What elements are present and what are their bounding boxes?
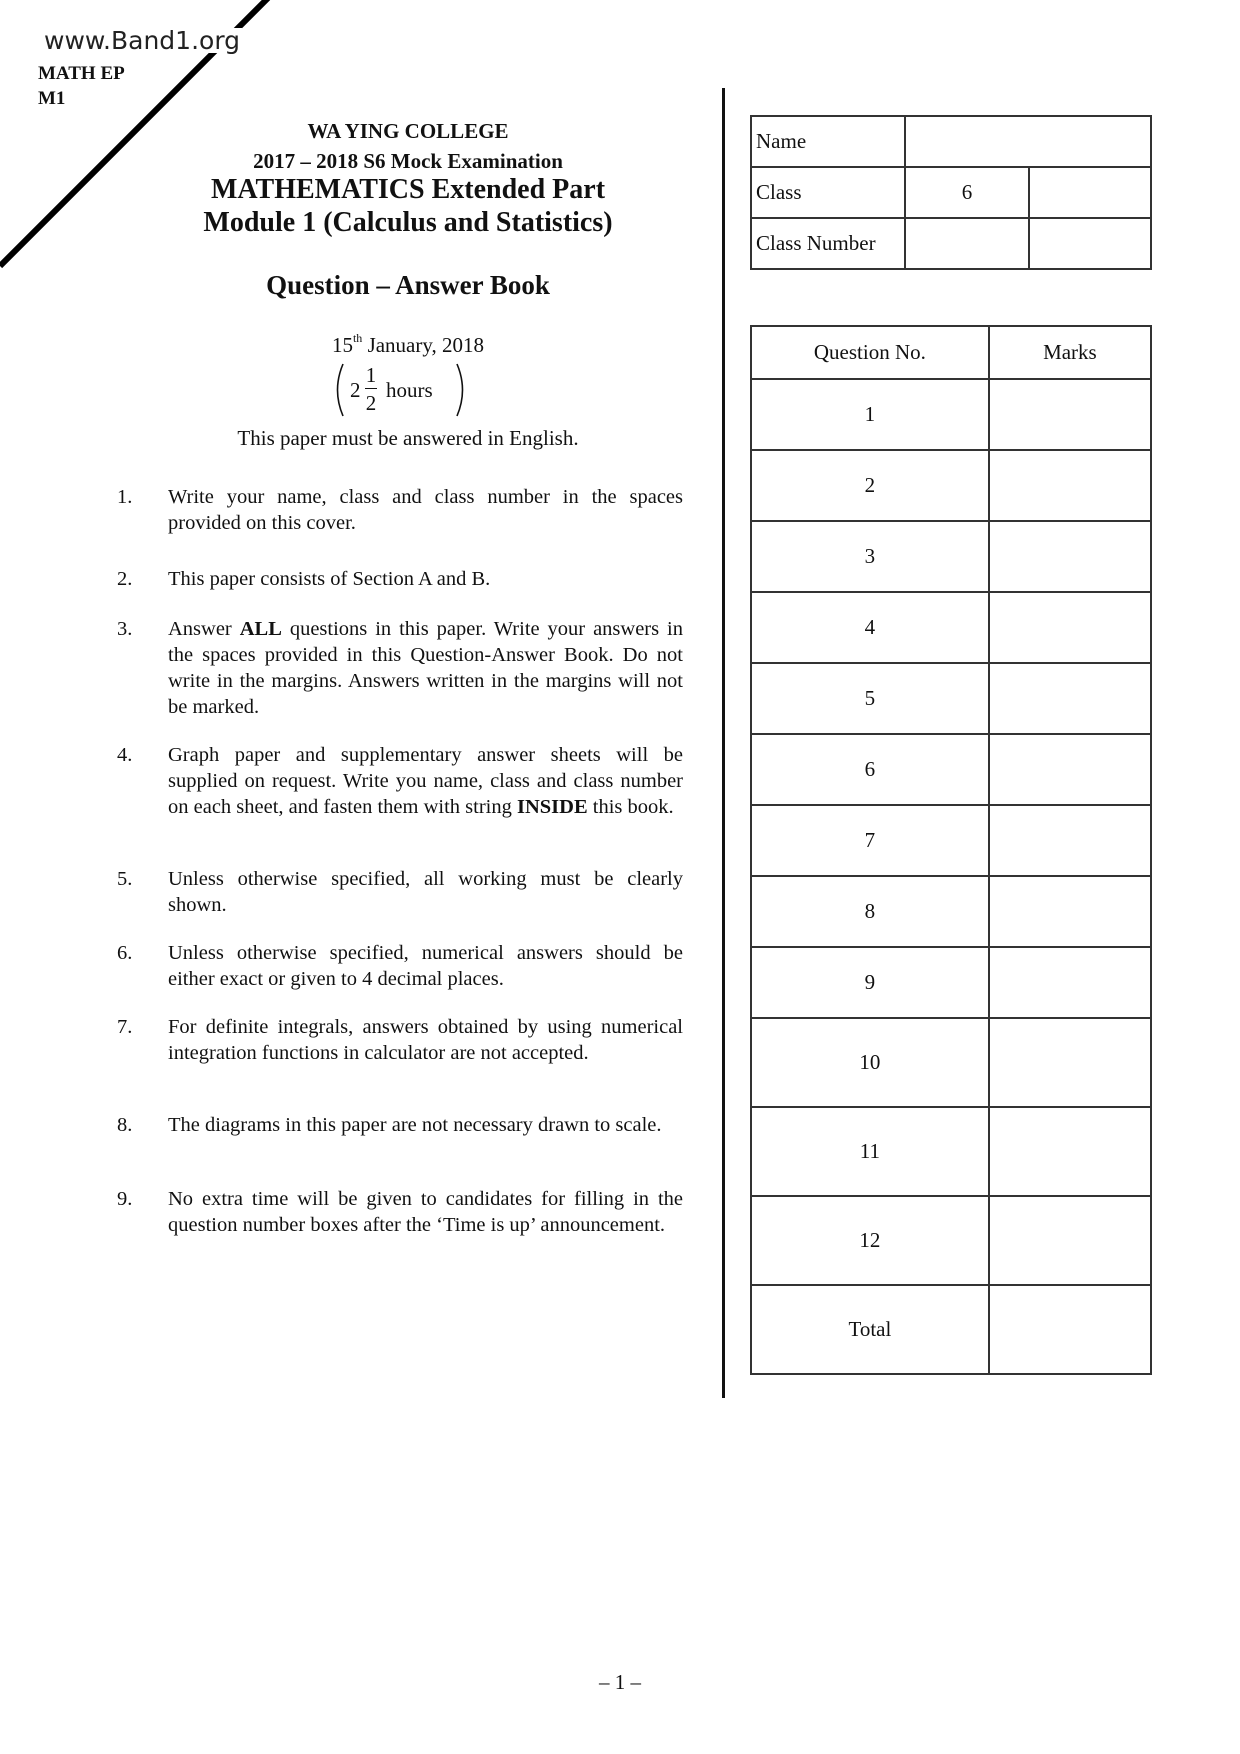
instruction-text — [168, 616, 683, 720]
question-row — [751, 805, 1151, 876]
instruction-number: 1. — [117, 486, 133, 508]
instruction-text — [168, 1014, 683, 1066]
instruction-text-run: this book. — [587, 796, 674, 818]
instruction-number: 3. — [117, 618, 133, 640]
instruction-number: 9. — [117, 1188, 133, 1210]
question-row — [751, 876, 1151, 947]
question-row — [751, 379, 1151, 450]
class-number-row — [751, 218, 1151, 269]
name-row — [751, 116, 1151, 167]
paper-code-line2: M1 — [38, 88, 66, 109]
instruction-text — [168, 566, 683, 592]
instruction-text-run: Graph paper and supplementary answer sheets will be supplied on request. Write you name, class and class number on each sheet, and fasten them with string — [168, 744, 683, 818]
instruction-number: 4. — [117, 744, 133, 766]
left-paren-icon — [330, 362, 346, 418]
marks-cell[interactable] — [989, 663, 1151, 734]
date-rest: January, 2018 — [362, 333, 485, 357]
duration-denominator: 2 — [365, 391, 377, 415]
instruction-text — [168, 1112, 683, 1138]
duration-whole: 2 — [350, 378, 361, 402]
instruction-item — [117, 1112, 683, 1138]
instruction-item — [117, 866, 683, 918]
question-no-header: Question No. — [751, 326, 989, 379]
instruction-text — [168, 866, 683, 918]
marks-table — [750, 325, 1152, 1375]
college-name: WA YING COLLEGE — [307, 119, 509, 143]
marks-cell[interactable] — [989, 379, 1151, 450]
question-row — [751, 663, 1151, 734]
marks-cell[interactable] — [989, 1285, 1151, 1374]
duration-unit: hours — [386, 378, 433, 402]
exam-date — [170, 333, 646, 358]
instruction-text-run: For definite integrals, answers obtained by using numerical integration functions in calculator are not accepted. — [168, 1016, 683, 1064]
marks-header: Marks — [989, 326, 1151, 379]
marks-cell[interactable] — [989, 592, 1151, 663]
instruction-text-run: This paper consists of Section A and B. — [168, 568, 491, 590]
question-row — [751, 450, 1151, 521]
watermark: www.Band1.org — [44, 26, 241, 55]
class-number-label: Class Number — [751, 218, 905, 269]
question-number: 11 — [751, 1107, 989, 1196]
marks-cell[interactable] — [989, 1018, 1151, 1107]
instruction-emphasis: INSIDE — [516, 796, 588, 818]
instruction-text-run: Write your name, class and class number in the spaces provided on this cover. — [168, 486, 683, 534]
instruction-text-run: questions in this paper. Write your answers in the spaces provided in this Question-Answer Book. Do not write in the margins. Answers written in the margins will not be marked. — [168, 618, 684, 718]
question-number: 4 — [751, 592, 989, 663]
instruction-item — [117, 566, 683, 592]
module-title: Module 1 (Calculus and Statistics) — [203, 207, 613, 238]
question-number: 10 — [751, 1018, 989, 1107]
question-number: 6 — [751, 734, 989, 805]
name-label: Name — [751, 116, 905, 167]
instruction-text — [168, 940, 683, 992]
book-title: Question – Answer Book — [266, 270, 550, 300]
question-number: 8 — [751, 876, 989, 947]
duration-numerator: 1 — [365, 363, 377, 387]
instruction-text — [168, 1186, 683, 1238]
marks-header-row — [751, 326, 1151, 379]
marks-cell[interactable] — [989, 876, 1151, 947]
instruction-text — [168, 742, 683, 820]
page-number: – 1 – — [599, 1670, 641, 1694]
instruction-number: 8. — [117, 1114, 133, 1136]
vertical-divider — [722, 88, 725, 1398]
student-info-table — [750, 115, 1152, 270]
instruction-text-run: Unless otherwise specified, all working must be clearly shown. — [168, 868, 683, 916]
instruction-text-run: Answer — [168, 618, 240, 640]
question-number: 7 — [751, 805, 989, 876]
paper-code-line1: MATH EP — [38, 63, 125, 84]
marks-cell[interactable] — [989, 1107, 1151, 1196]
question-row — [751, 734, 1151, 805]
question-row — [751, 1018, 1151, 1107]
instruction-text-run: The diagrams in this paper are not necessary drawn to scale. — [168, 1114, 662, 1136]
question-number: 1 — [751, 379, 989, 450]
duration-fraction — [364, 362, 378, 415]
class-label: Class — [751, 167, 905, 218]
name-field[interactable] — [905, 116, 1151, 167]
instruction-number: 7. — [117, 1016, 133, 1038]
marks-cell[interactable] — [989, 521, 1151, 592]
marks-cell[interactable] — [989, 734, 1151, 805]
instruction-emphasis: ALL — [239, 618, 282, 640]
class-number-field[interactable] — [905, 218, 1029, 269]
language-note: This paper must be answered in English. — [237, 426, 579, 450]
question-row — [751, 1107, 1151, 1196]
instruction-text-run: Unless otherwise specified, numerical answers should be either exact or given to 4 decimal places. — [168, 942, 683, 990]
marks-cell[interactable] — [989, 947, 1151, 1018]
instruction-number: 2. — [117, 568, 133, 590]
question-row — [751, 592, 1151, 663]
instruction-text-run: No extra time will be given to candidates for filling in the question number boxes after the ‘Time is up’ announcement. — [168, 1188, 683, 1236]
instruction-item — [117, 1186, 683, 1238]
question-number: Total — [751, 1285, 989, 1374]
marks-cell[interactable] — [989, 1196, 1151, 1285]
subject-title: MATHEMATICS Extended Part — [210, 174, 606, 205]
instruction-item — [117, 940, 683, 992]
marks-cell[interactable] — [989, 450, 1151, 521]
question-number: 12 — [751, 1196, 989, 1285]
exam-title: 2017 – 2018 S6 Mock Examination — [253, 149, 563, 173]
instruction-number: 5. — [117, 868, 133, 890]
class-field[interactable]: 6 — [905, 167, 1029, 218]
class-number-extra-field[interactable] — [1029, 218, 1151, 269]
class-extra-field[interactable] — [1029, 167, 1151, 218]
question-number: 2 — [751, 450, 989, 521]
question-number: 3 — [751, 521, 989, 592]
instruction-text — [168, 484, 683, 536]
class-row — [751, 167, 1151, 218]
instruction-item — [117, 484, 683, 536]
date-suffix: th — [352, 331, 363, 345]
instruction-item — [117, 616, 683, 720]
instruction-number: 6. — [117, 942, 133, 964]
question-number: 5 — [751, 663, 989, 734]
instruction-item — [117, 1014, 683, 1066]
right-paren-icon — [454, 362, 470, 418]
question-row — [751, 947, 1151, 1018]
date-day: 15 — [331, 333, 353, 357]
question-row — [751, 1196, 1151, 1285]
exam-duration — [330, 362, 490, 418]
question-number: 9 — [751, 947, 989, 1018]
instruction-item — [117, 742, 683, 820]
marks-cell[interactable] — [989, 805, 1151, 876]
total-row — [751, 1285, 1151, 1374]
question-row — [751, 521, 1151, 592]
